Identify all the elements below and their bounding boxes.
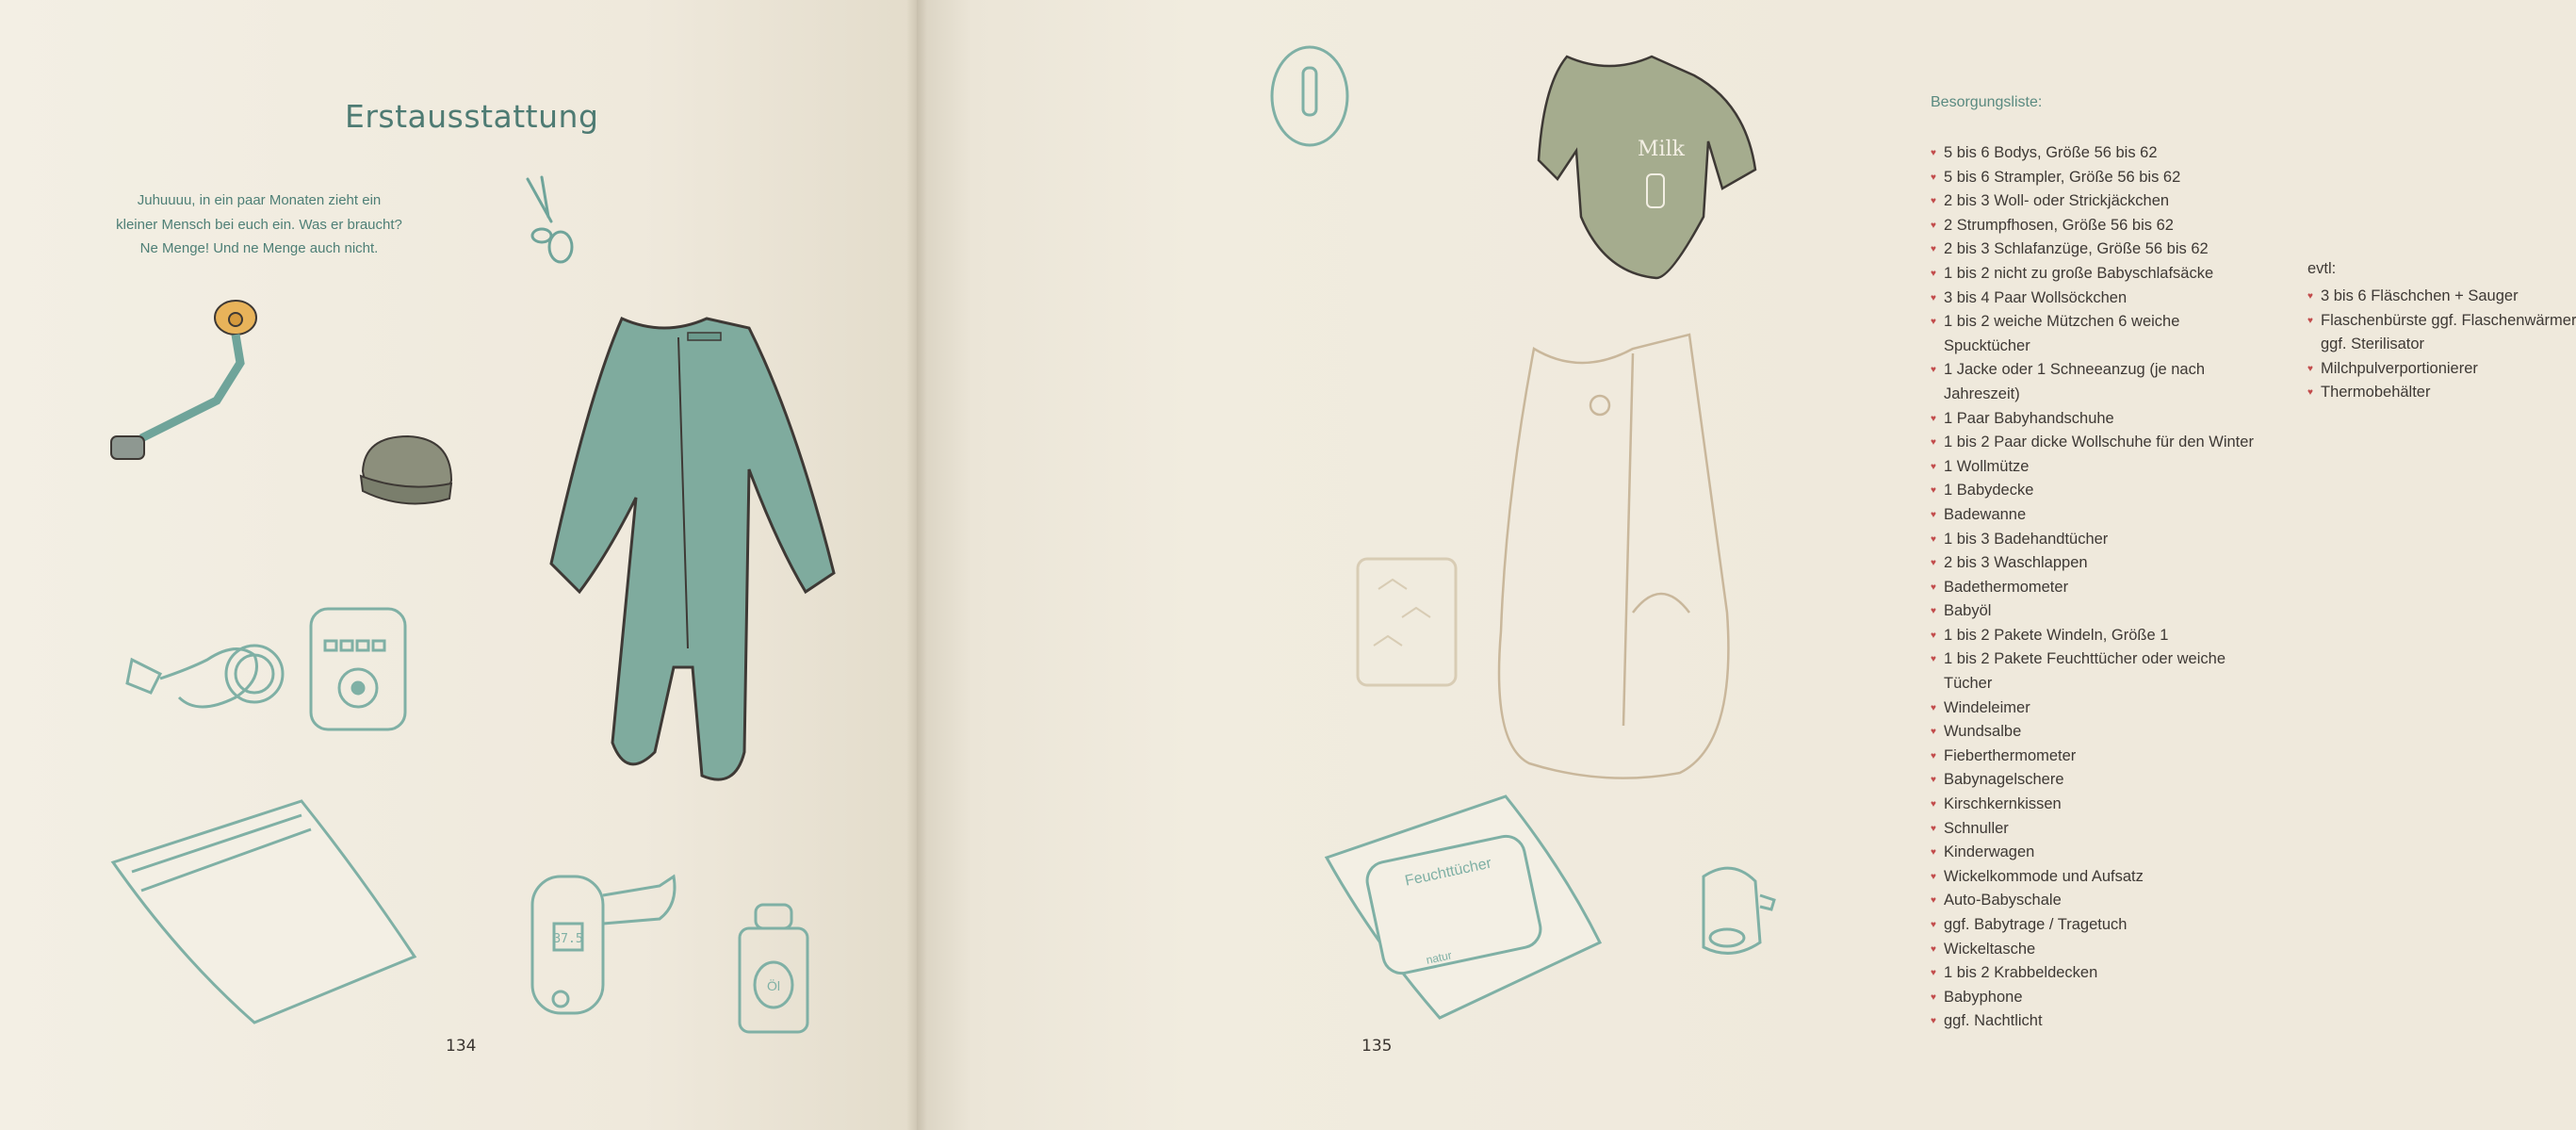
list-item-text: Windeleimer [1944,698,2030,716]
ear-thermometer-illustration [518,867,678,1018]
shopping-list [1931,141,2254,1034]
list-item [1931,720,2254,745]
list-item-text: 1 bis 2 Krabbeldecken [1944,964,2098,982]
beanie-hat-illustration [353,429,457,514]
list-item-text: 2 bis 3 Woll- oder Strickjäckchen [1944,192,2170,210]
list-item [1931,479,2254,503]
bodysuit-print: Milk [1638,138,1685,161]
list-item [1931,961,2254,986]
list-item-text: Kinderwagen [1944,843,2035,861]
list-item [1931,793,2254,817]
list-item-text: Wundsalbe [1944,723,2022,741]
shopping-list-title: Besorgungsliste: [1931,94,2043,110]
list-item-text: Babyphone [1944,988,2023,1006]
list-item [1931,647,2254,696]
list-item [1931,696,2254,721]
washcloth-illustration [1350,551,1463,693]
list-item [2307,357,2576,382]
list-item [1931,938,2254,962]
oil-label: Öl [767,978,780,993]
page-number-right: 135 [1361,1037,1393,1056]
list-item-text: Badewanne [1944,505,2027,523]
page-number-left: 134 [446,1037,477,1056]
list-item-text: 2 bis 3 Schlafanzüge, Größe 56 bis 62 [1944,240,2209,258]
book-gutter [906,0,927,1130]
list-item-text: Fieberthermometer [1944,746,2077,764]
list-item [1931,528,2254,552]
list-item [1931,841,2254,865]
intro-text [94,188,424,261]
baby-wipes-illustration [1317,792,1619,1027]
oil-bottle-illustration [735,900,815,1037]
page-title: Erstausstattung [345,98,599,135]
list-item-continuation: Tücher [1944,675,1993,693]
baby-monitor-illustration [122,603,424,735]
list-item-text: Badethermometer [1944,578,2069,596]
list-item-text: 1 bis 2 Paar dicke Wollschuhe für den Winter [1944,434,2254,451]
list-item-text: 1 bis 2 Pakete Windeln, Größe 1 [1944,626,2169,644]
list-item [1931,503,2254,528]
list-item [1931,817,2254,842]
list-item-text: Babyöl [1944,602,1992,620]
list-item-text: 3 bis 6 Fläschchen + Sauger [2321,287,2519,304]
list-item [1931,407,2254,432]
list-item [1931,262,2254,287]
list-item [1931,189,2254,214]
thermometer-display: 37.5 [553,932,583,946]
intro-line: kleiner Mensch bei euch ein. Was er braucht? [116,216,402,233]
list-item-text: Schnuller [1944,819,2009,837]
list-item [1931,865,2254,890]
list-item-text: 1 Jacke oder 1 Schneeanzug (je nach [1944,361,2206,379]
pacifier-clip-illustration [104,297,264,476]
list-item-text: 1 Wollmütze [1944,457,2030,475]
list-item-text: 1 bis 2 weiche Mützchen 6 weiche [1944,313,2180,331]
list-item [1931,141,2254,166]
wipes-brand: Feuchttücher [1403,855,1493,890]
list-item [1931,310,2254,358]
list-item-text: ggf. Babytrage / Tragetuch [1944,916,2128,933]
list-item-text: ggf. Nachtlicht [1944,1012,2043,1030]
list-item [1931,431,2254,455]
list-item-text: 3 bis 4 Paar Wollsöckchen [1944,288,2128,306]
list-item-text: 2 bis 3 Waschlappen [1944,554,2088,572]
list-item-text: Milchpulverportionierer [2321,359,2478,377]
list-item-text: Babynagelschere [1944,771,2064,789]
intro-line: Juhuuuu, in ein paar Monaten zieht ein [137,192,382,208]
list-item [1931,166,2254,190]
list-item [1931,768,2254,793]
list-item [1931,576,2254,600]
list-item-text: Auto-Babyschale [1944,892,2062,909]
list-item [1931,986,2254,1010]
list-item-continuation: ggf. Sterilisator [2321,336,2425,353]
list-item [1931,214,2254,238]
bodysuit-illustration [1529,47,1774,283]
right-page [917,0,2576,1130]
list-item-text: 1 bis 2 Pakete Feuchttücher oder weiche [1944,650,2226,668]
list-item-continuation: Jahreszeit) [1944,385,2020,402]
left-page [0,0,917,1130]
list-item [2307,381,2576,405]
list-item [1931,745,2254,769]
list-item-text: Kirschkernkissen [1944,795,2062,813]
wipes-sub-label: natur [1425,948,1454,967]
list-item-text: Wickeltasche [1944,940,2036,958]
list-item [1931,551,2254,576]
blanket-illustration [104,796,433,1032]
list-item-text: 1 Babydecke [1944,482,2034,499]
list-item [1931,913,2254,938]
list-item-text: Thermobehälter [2321,384,2431,401]
list-item [1931,599,2254,624]
sleepsuit-illustration [523,309,881,790]
nail-scissors-illustration [499,170,594,273]
list-item-text: 2 Strumpfhosen, Größe 56 bis 62 [1944,216,2174,234]
list-item-text: 1 Paar Babyhandschuhe [1944,409,2114,427]
optional-items-list [2307,285,2576,405]
list-item [1931,1009,2254,1034]
list-item [1931,287,2254,311]
intro-line: Ne Menge! Und ne Menge auch nicht. [139,240,379,256]
list-item-text: 1 bis 3 Badehandtücher [1944,530,2109,548]
list-item [2307,309,2576,357]
list-item [1931,624,2254,648]
list-item [2307,285,2576,309]
list-item-continuation: Spucktücher [1944,336,2030,354]
list-item-text: Flaschenbürste ggf. Flaschenwärmer [2321,311,2576,329]
list-item-text: Wickelkommode und Aufsatz [1944,867,2144,885]
plug-night-light-illustration [1685,858,1779,961]
list-item [1931,455,2254,480]
list-item-text: 5 bis 6 Strampler, Größe 56 bis 62 [1944,168,2181,186]
sleeping-bag-illustration [1492,330,1736,782]
list-item [1931,237,2254,262]
list-item [1931,358,2254,406]
list-item-text: 5 bis 6 Bodys, Größe 56 bis 62 [1944,144,2158,161]
list-item [1931,889,2254,913]
list-item-text: 1 bis 2 nicht zu große Babyschlafsäcke [1944,264,2214,282]
optional-items-label: evtl: [2307,260,2337,277]
night-light-illustration [1265,40,1355,153]
